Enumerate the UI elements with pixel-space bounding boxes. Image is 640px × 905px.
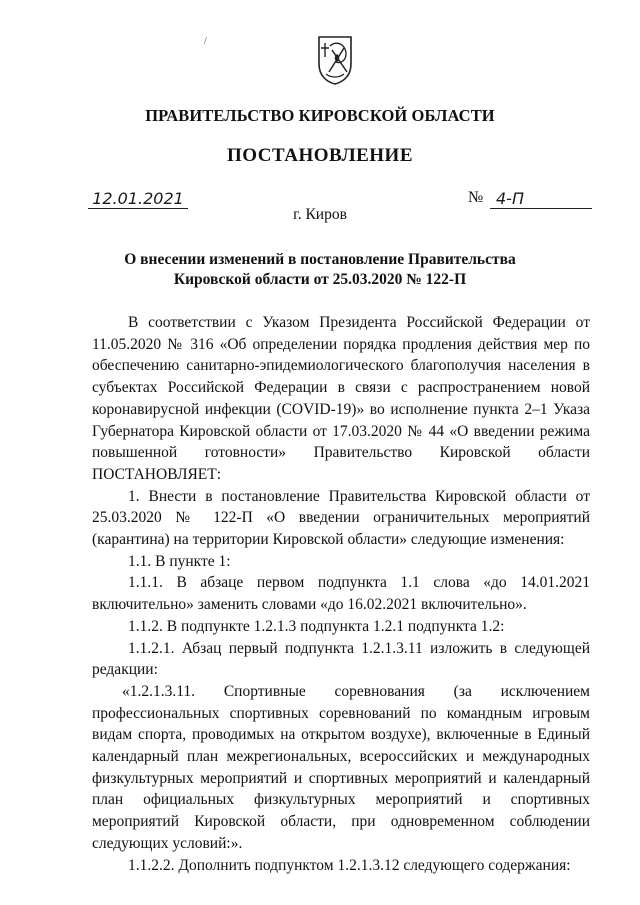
- clause-1-1: 1.1. В пункте 1:: [128, 552, 231, 570]
- clause-1-1-2-2: 1.1.2.2. Дополнить подпунктом 1.2.1.3.12 следующего содержания:: [128, 856, 571, 874]
- document-date: 12.01.2021: [88, 190, 188, 209]
- title-line-2: Кировской области от 25.03.2020 № 122-П: [173, 271, 467, 288]
- number-sign: №: [468, 189, 484, 206]
- clause-1-1-2: 1.1.2. В подпункте 1.2.1.3 подпункта 1.2.1 подпункта 1.2:: [128, 617, 505, 635]
- preamble-paragraph: В соответствии с Указом Президента Российской Федерации от 11.05.2020 № 316 «Об определении порядка продления действия мер по обеспечению санитарно-эпидемиологического благополучия населения в субъектах Российской Федерации в связи с распространением новой коронавирусной инфекции (COVID-19)» во исполнение пункта 2–1 Указа Губернатора Кировской области от 17.03.2020 № 44 «О введении режима повышенной готовности» Правительство Кировской области ПОСТАНОВЛЯЕТ:: [92, 314, 590, 483]
- kirov-coat-of-arms-icon: [316, 34, 354, 86]
- clause-1: 1. Внести в постановление Правительства Кировской области от 25.03.2020 № 122-П «О введении ограничительных мероприятий (карантина) на территории Кировской области» следующие изменения:: [92, 487, 590, 549]
- document-type: ПОСТАНОВЛЕНИЕ: [226, 145, 414, 166]
- city-name: г. Киров: [293, 206, 347, 223]
- clause-1-1-2-1: 1.1.2.1. Абзац первый подпункта 1.2.1.3.11 изложить в следующей редакции:: [92, 639, 590, 679]
- organization-name: ПРАВИТЕЛЬСТВО КИРОВСКОЙ ОБЛАСТИ: [145, 106, 495, 125]
- clause-1-1-1: 1.1.1. В абзаце первом подпункта 1.1 слова «до 14.01.2021 включительно» заменить словами «до 16.02.2021 включительно».: [92, 574, 590, 614]
- document-title: [60, 250, 580, 290]
- document-number: 4-П: [490, 190, 592, 209]
- title-line-1: О внесении изменений в постановление Правительства: [124, 251, 516, 268]
- document-body: [92, 312, 590, 876]
- quoted-clause: «1.2.1.3.11. Спортивные соревнования (за исключением профессиональных спортивных соревнований по командным игровым видам спорта, проводимых на открытом воздухе), включенные в Единый календарный план межрегиональных, всероссийских и международных физкультурных мероприятий и спортивных мероприятий и календарный план официальных физкультурных мероприятий и спортивных мероприятий Кировской области, при одновременном соблюдении следующих условий:».: [92, 682, 590, 852]
- stray-pen-mark: /: [204, 36, 207, 47]
